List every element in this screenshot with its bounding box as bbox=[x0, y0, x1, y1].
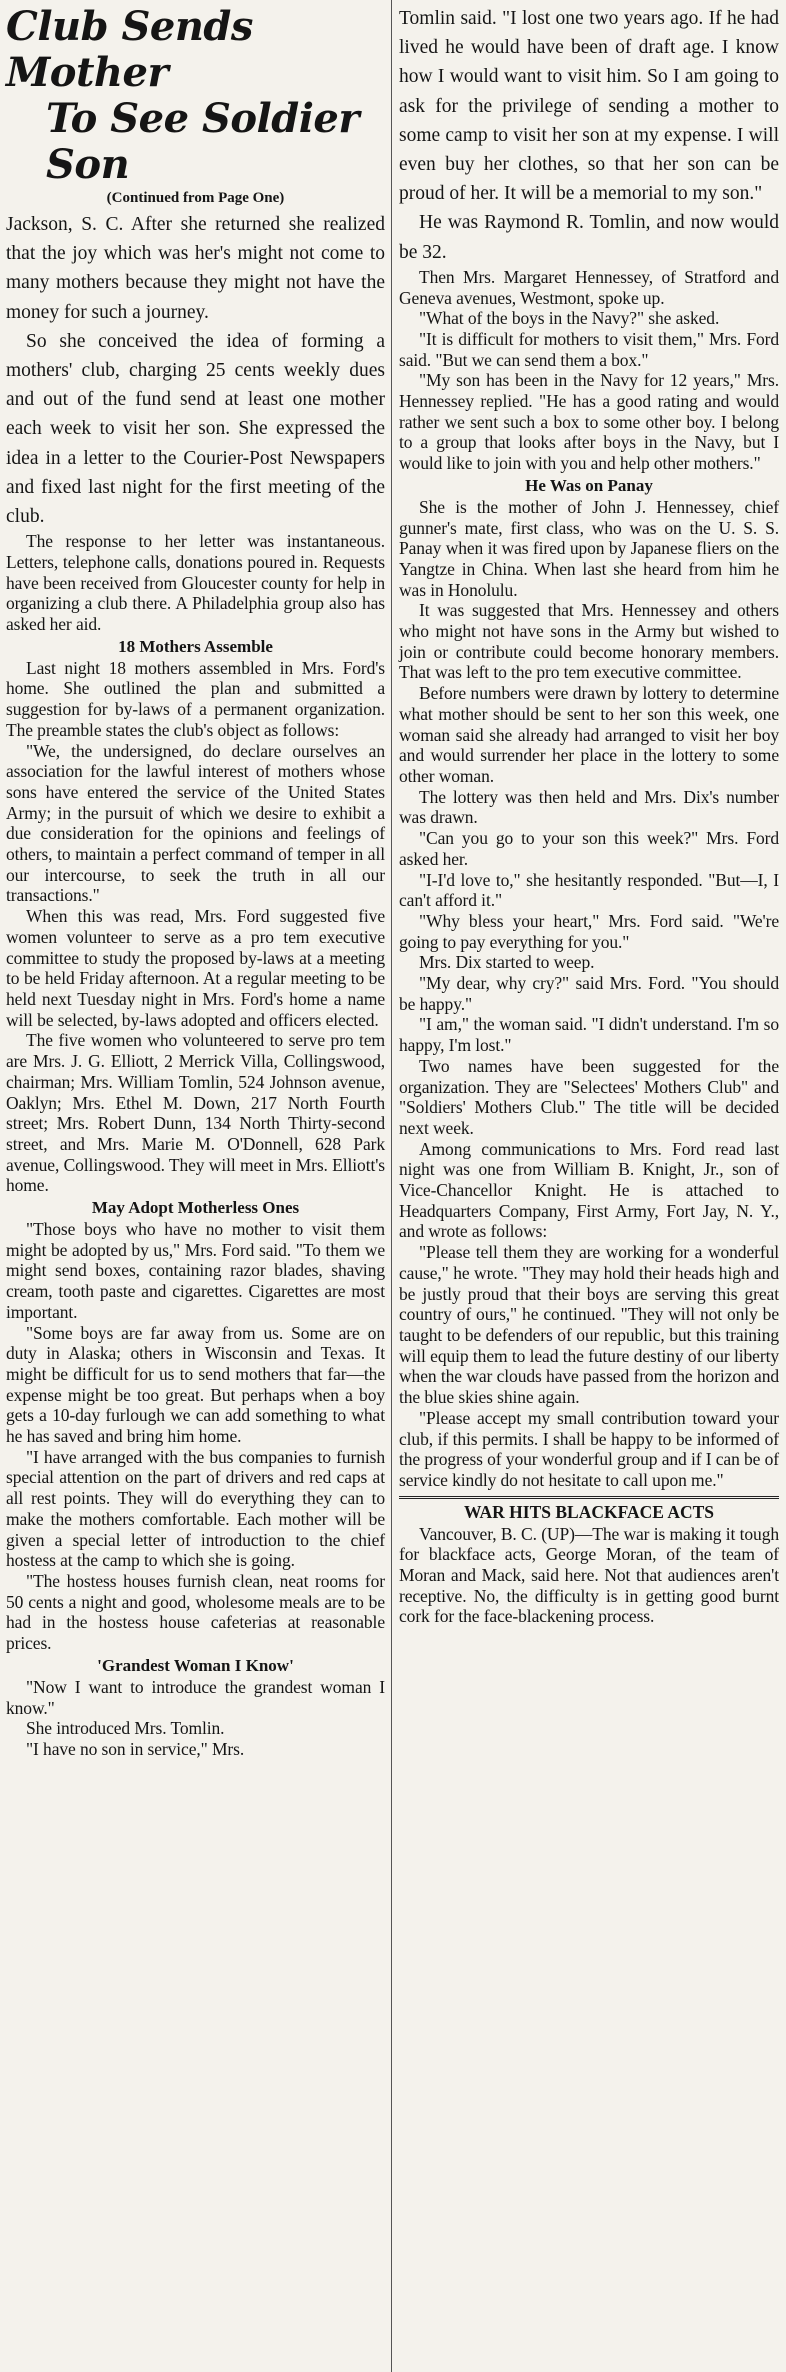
paragraph: "My dear, why cry?" said Mrs. Ford. "You should be happy." bbox=[399, 973, 779, 1014]
paragraph: "Some boys are far away from us. Some are on duty in Alaska; others in Wisconsin and Texas. It might be difficult for us to send mothers that far—the expense might be too great. But perhaps when a boy gets a 10-day furlough we can add something to what he has saved and bring him home. bbox=[6, 1322, 385, 1447]
article-divider bbox=[399, 1496, 779, 1499]
paragraph: "Can you go to your son this week?" Mrs. Ford asked her. bbox=[399, 828, 779, 869]
paragraph: "Please accept my small contribution toward your club, if this permits. I shall be happy to be informed of the progress of your wonderful group and if I can be of service kindly do not hesitate to call upon me." bbox=[399, 1407, 779, 1490]
paragraph: "We, the undersigned, do declare ourselves an association for the lawful interest of mothers whose sons have entered the service of the United States Army; in the pursuit of which we desire to exhibit a due consideration for the opinions and feelings of others, to maintain a perfect command of temper in all our intercourse, to seek the truth in all our transactions." bbox=[6, 740, 385, 906]
paragraph: "It is difficult for mothers to visit them," Mrs. Ford said. "But we can send them a box." bbox=[399, 328, 779, 370]
paragraph: "I am," the woman said. "I didn't understand. I'm so happy, I'm lost." bbox=[399, 1014, 779, 1056]
paragraph: "The hostess houses furnish clean, neat rooms for 50 cents a night and good, wholesome meals are to be had in the hostess house cafeterias at reasonable prices. bbox=[6, 1570, 385, 1654]
left-column bbox=[0, 0, 392, 2372]
continuation-paragraphs bbox=[399, 4, 779, 267]
paragraph: When this was read, Mrs. Ford suggested five women volunteer to serve as a pro tem executive committee to study the proposed by-laws at a meeting to be held Friday afternoon. At a regular meeting to be held next Tuesday night in Mrs. Ford's home a name will be selected, by-laws adopted and officers elected. bbox=[6, 906, 385, 1030]
subhead-18-mothers: 18 Mothers Assemble bbox=[118, 636, 273, 656]
paragraph: "I have no son in service," Mrs. bbox=[26, 1738, 245, 1759]
paragraph: "What of the boys in the Navy?" she asked. bbox=[419, 308, 720, 329]
paragraph: Two names have been suggested for the organization. They are "Selectees' Mothers Club" and "Soldiers' Mothers Club." The title will be decided next week. bbox=[399, 1055, 779, 1138]
paragraph: She introduced Mrs. Tomlin. bbox=[26, 1718, 225, 1739]
paragraph: She is the mother of John J. Hennessey, chief gunner's mate, first class, who was on the U. S. S. Panay when it was fired upon by Japanese fliers on the Yangtze in China. When last she heard from him he was in Honolulu. bbox=[399, 496, 779, 600]
paragraph: Mrs. Dix started to weep. bbox=[419, 952, 595, 973]
paragraph: "Why bless your heart," Mrs. Ford said. "We're going to pay everything for you." bbox=[399, 910, 779, 952]
paragraph: "I-I'd love to," she hesitantly responded. "But—I, I can't afford it." bbox=[399, 869, 779, 911]
subhead-grandest-woman: 'Grandest Woman I Know' bbox=[97, 1655, 294, 1675]
paragraph: Jackson, S. C. After she returned she realized that the joy which was her's might not come to many mothers because they might not have the money for such a journey. bbox=[6, 214, 385, 323]
paragraph: Among communications to Mrs. Ford read last night was one from William B. Knight, Jr., son of Vice-Chancellor Knight. He is attached to Headquarters Company, First Army, Fort Jay, N. Y., and wrote as follows: bbox=[399, 1138, 779, 1242]
paragraph: "Now I want to introduce the grandest woman I know." bbox=[6, 1676, 385, 1718]
paragraph: "My son has been in the Navy for 12 years," Mrs. Hennessey replied. "He has a good rating and would rather we sent such a box to some other boy. I belong to a group that looks after boys in the Navy, but I would like to join with you and help other mothers." bbox=[399, 370, 779, 474]
paragraph: The response to her letter was instantaneous. Letters, telephone calls, donations poured in. Requests have been received from Gloucester county for help in organizing a club there. A Philadelphia group also has asked her aid. bbox=[6, 531, 385, 635]
subhead-panay: He Was on Panay bbox=[525, 475, 653, 495]
headline-line-1: Club Sends Mother bbox=[6, 3, 253, 96]
paragraph: The five women who volunteered to serve pro tem are Mrs. J. G. Elliott, 2 Merrick Villa, Collingswood, chairman; Mrs. William Tomlin, 524 Johnson avenue, Oaklyn; Mrs. Ethel M. Down, 217 North Fourth street; Mrs. Robert Dunn, 134 North Thirty-second street, and Mrs. Marie M. O'Donnell, 628 Park avenue, Collingswood. They will meet in Mrs. Elliott's home. bbox=[6, 1030, 385, 1196]
paragraph: It was suggested that Mrs. Hennessey and others who might not have sons in the Army but wished to join or contribute could become honorary members. That was left to the pro tem executive committee. bbox=[399, 600, 779, 683]
paragraph: Before numbers were drawn by lottery to determine what mother should be sent to her son this week, one woman said she already had arranged to visit her boy and would surrender her place in the lottery to some other woman. bbox=[399, 683, 779, 786]
paragraph: Then Mrs. Margaret Hennessey, of Stratford and Geneva avenues, Westmont, spoke up. bbox=[399, 266, 779, 308]
left-body bbox=[6, 531, 385, 1759]
paragraph: Last night 18 mothers assembled in Mrs. Ford's home. She outlined the plan and submitted a suggestion for by-laws of a permanent organization. The preamble states the club's object as follows: bbox=[6, 657, 385, 740]
paragraph: "Those boys who have no mother to visit them might be adopted by us," Mrs. Ford said. "To them we might send boxes, containing razor blades, shaving cream, tooth paste and cigarettes. Cigarettes are most important. bbox=[6, 1219, 385, 1322]
paragraph: "Please tell them they are working for a wonderful cause," he wrote. "They may hold their heads high and be justly proud that their boys are serving this great country of ours," he continued. "They will not only be taught to be defenders of our republic, but this training will equip them to lead the future destiny of our liberty when the war clouds have passed from the horizon and the blue skies shine again. bbox=[399, 1242, 779, 1408]
continued-note: (Continued from Page One) bbox=[106, 190, 285, 206]
paragraph: Vancouver, B. C. (UP)—The war is making it tough for blackface acts, George Moran, of the team of Moran and Mack, said here. Not that audiences aren't receptive. No, the difficulty is in getting good burnt cork for the face-blackening process. bbox=[399, 1523, 779, 1627]
article2-headline: WAR HITS BLACKFACE ACTS bbox=[463, 1501, 715, 1522]
paragraph: He was Raymond R. Tomlin, and now would be 32. bbox=[399, 212, 779, 263]
paragraph: Tomlin said. "I lost one two years ago. If he had lived he would have been of draft age. I know how I would want to visit him. So I am going to ask for the privilege of sending a mother to some camp to visit her son at my expense. I will even buy her clothes, so that her son can be proud of her. It will be a memorial to my son." bbox=[399, 8, 779, 205]
right-column bbox=[393, 0, 785, 2372]
paragraph: The lottery was then held and Mrs. Dix's number was drawn. bbox=[399, 786, 779, 828]
lead-paragraphs bbox=[6, 210, 385, 531]
headline-line-2: To See Soldier Son bbox=[46, 95, 359, 188]
headline bbox=[6, 4, 385, 188]
paragraph: "I have arranged with the bus companies to furnish special attention on the part of drivers and red caps at all rest points. They will do everything they can to make the mothers comfortable. Each mother will be given a special letter of introduction to the chief hostess at the camp to which she is going. bbox=[6, 1446, 385, 1571]
subhead-motherless: May Adopt Motherless Ones bbox=[91, 1198, 300, 1218]
paragraph: So she conceived the idea of forming a mothers' club, charging 25 cents weekly dues and out of the fund send at least one mother each week to visit her son. She expressed the idea in a letter to the Courier-Post Newspapers and fixed last night for the first meeting of the club. bbox=[6, 330, 385, 528]
right-body bbox=[399, 267, 779, 1627]
